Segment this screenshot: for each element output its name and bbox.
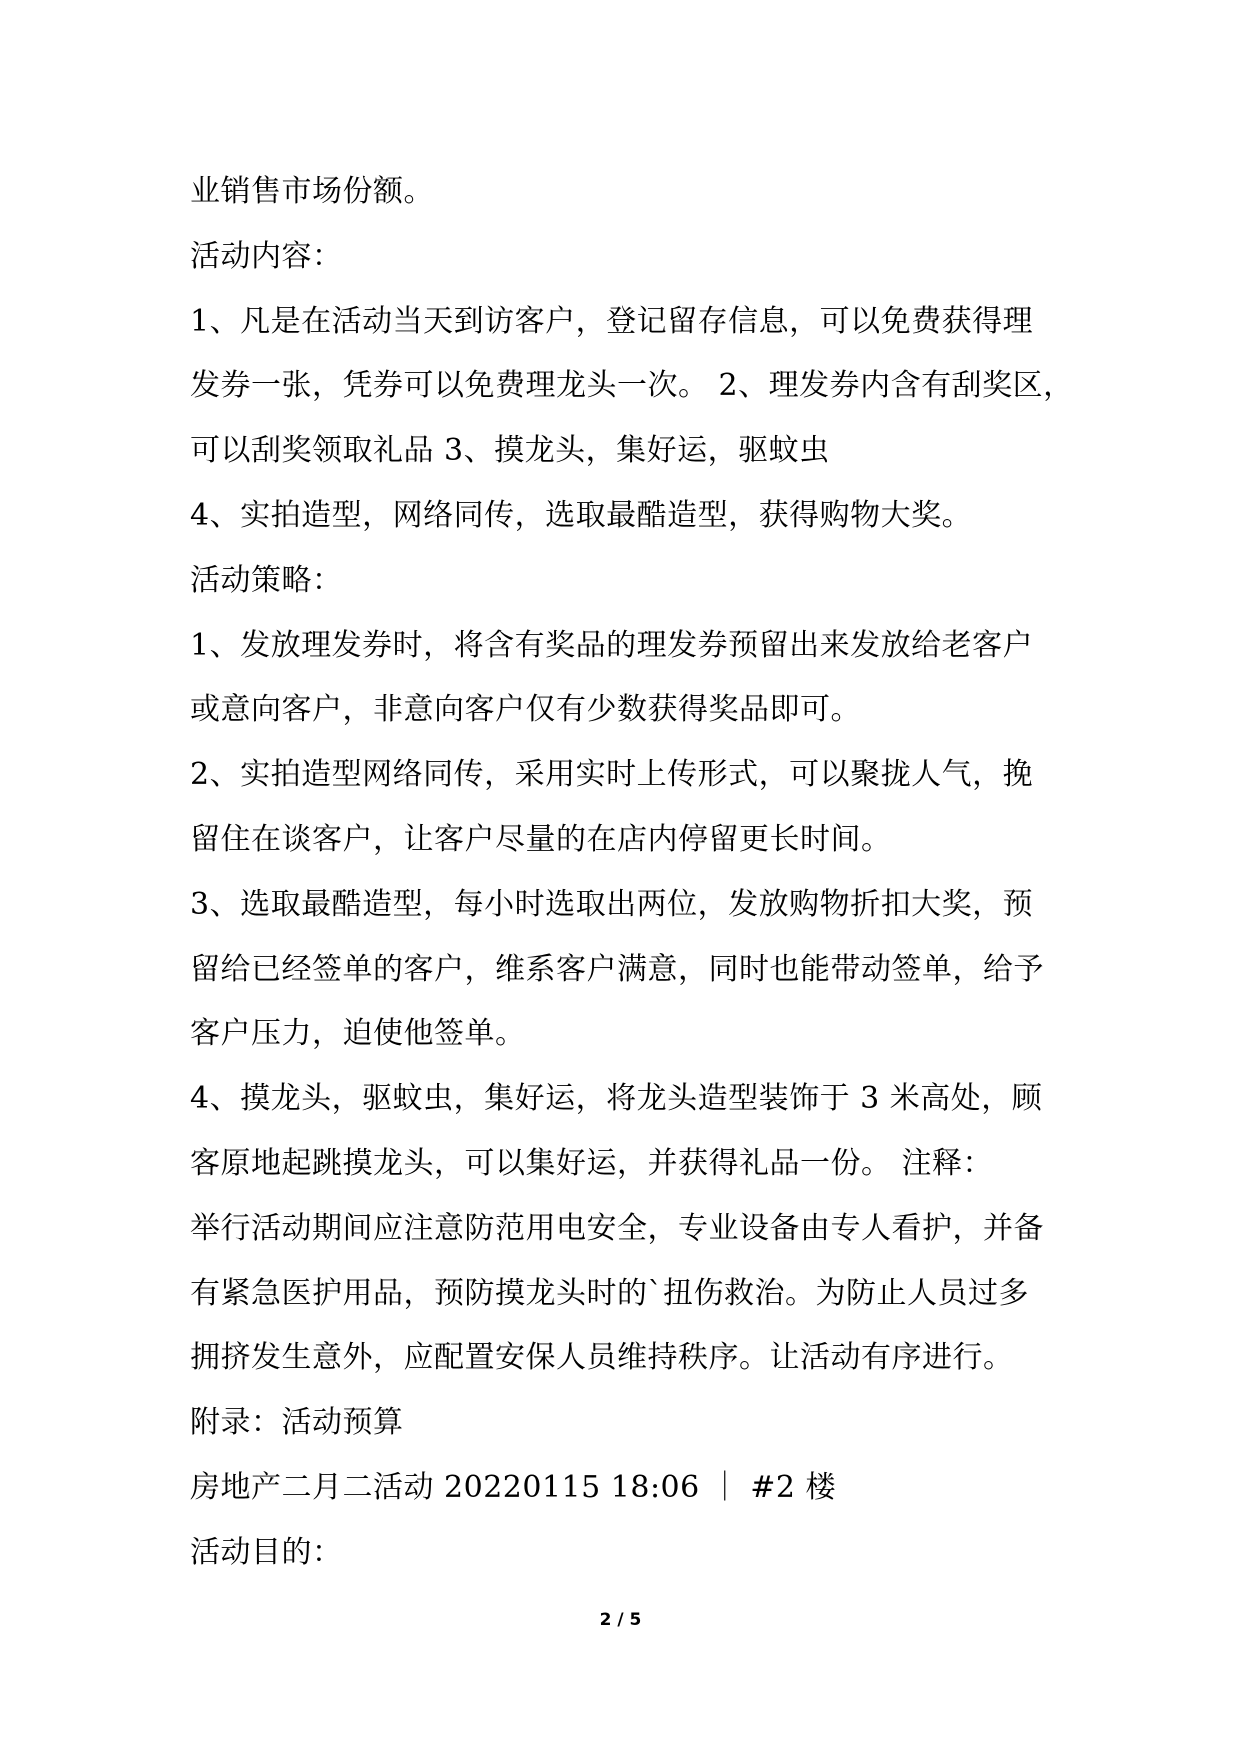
body-line: 4、摸龙头，驱蚊虫，集好运，将龙头造型装饰于 3 米高处，顾 xyxy=(190,1081,1043,1117)
page-number: 2 / 5 xyxy=(599,1610,642,1630)
body-line: 3、选取最酷造型，每小时选取出两位，发放购物折扣大奖，预 xyxy=(190,886,1034,922)
body-line: 业销售市场份额。 xyxy=(190,174,434,209)
body-line: 客原地起跳摸龙头，可以集好运，并获得礼品一份。 注释： xyxy=(190,1145,994,1181)
body-line: 客户压力，迫使他签单。 xyxy=(190,1016,526,1052)
body-line: 或意向客户，非意向客户仅有少数获得奖品即可。 xyxy=(190,692,861,728)
section-heading-activity-strategy: 活动策略： xyxy=(190,562,343,598)
body-line: 1、凡是在活动当天到访客户，登记留存信息，可以免费获得理 xyxy=(190,303,1034,339)
body-line: 留住在谈客户，让客户尽量的在店内停留更长时间。 xyxy=(190,821,892,857)
body-line: 发券一张，凭券可以免费理龙头一次。 2、理发券内含有刮奖区， xyxy=(190,368,1074,404)
post-header-line: 房地产二月二活动 20220115 18:06 ｜ #2 楼 xyxy=(190,1469,837,1505)
section-heading-activity-purpose: 活动目的： xyxy=(190,1534,343,1570)
body-line: 可以刮奖领取礼品 3、摸龙头，集好运，驱蚊虫 xyxy=(190,433,830,469)
body-line: 举行活动期间应注意防范用电安全，专业设备由专人看护，并备 xyxy=(190,1210,1044,1246)
body-line: 留给已经签单的客户，维系客户满意，同时也能带动签单，给予 xyxy=(190,951,1044,987)
section-heading-appendix: 附录：活动预算 xyxy=(190,1405,404,1441)
section-heading-activity-content: 活动内容： xyxy=(190,238,343,274)
body-line: 1、发放理发券时，将含有奖品的理发券预留出来发放给老客户 xyxy=(190,627,1034,663)
body-line: 2、实拍造型网络同传，采用实时上传形式，可以聚拢人气，挽 xyxy=(190,757,1034,793)
body-line: 有紧急医护用品，预防摸龙头时的`扭伤救治。为防止人员过多 xyxy=(190,1275,1029,1311)
body-line: 拥挤发生意外，应配置安保人员维持秩序。让活动有序进行。 xyxy=(190,1340,1014,1376)
document-body xyxy=(190,160,1074,1586)
body-line: 4、实拍造型，网络同传，选取最酷造型，获得购物大奖。 xyxy=(190,497,973,533)
